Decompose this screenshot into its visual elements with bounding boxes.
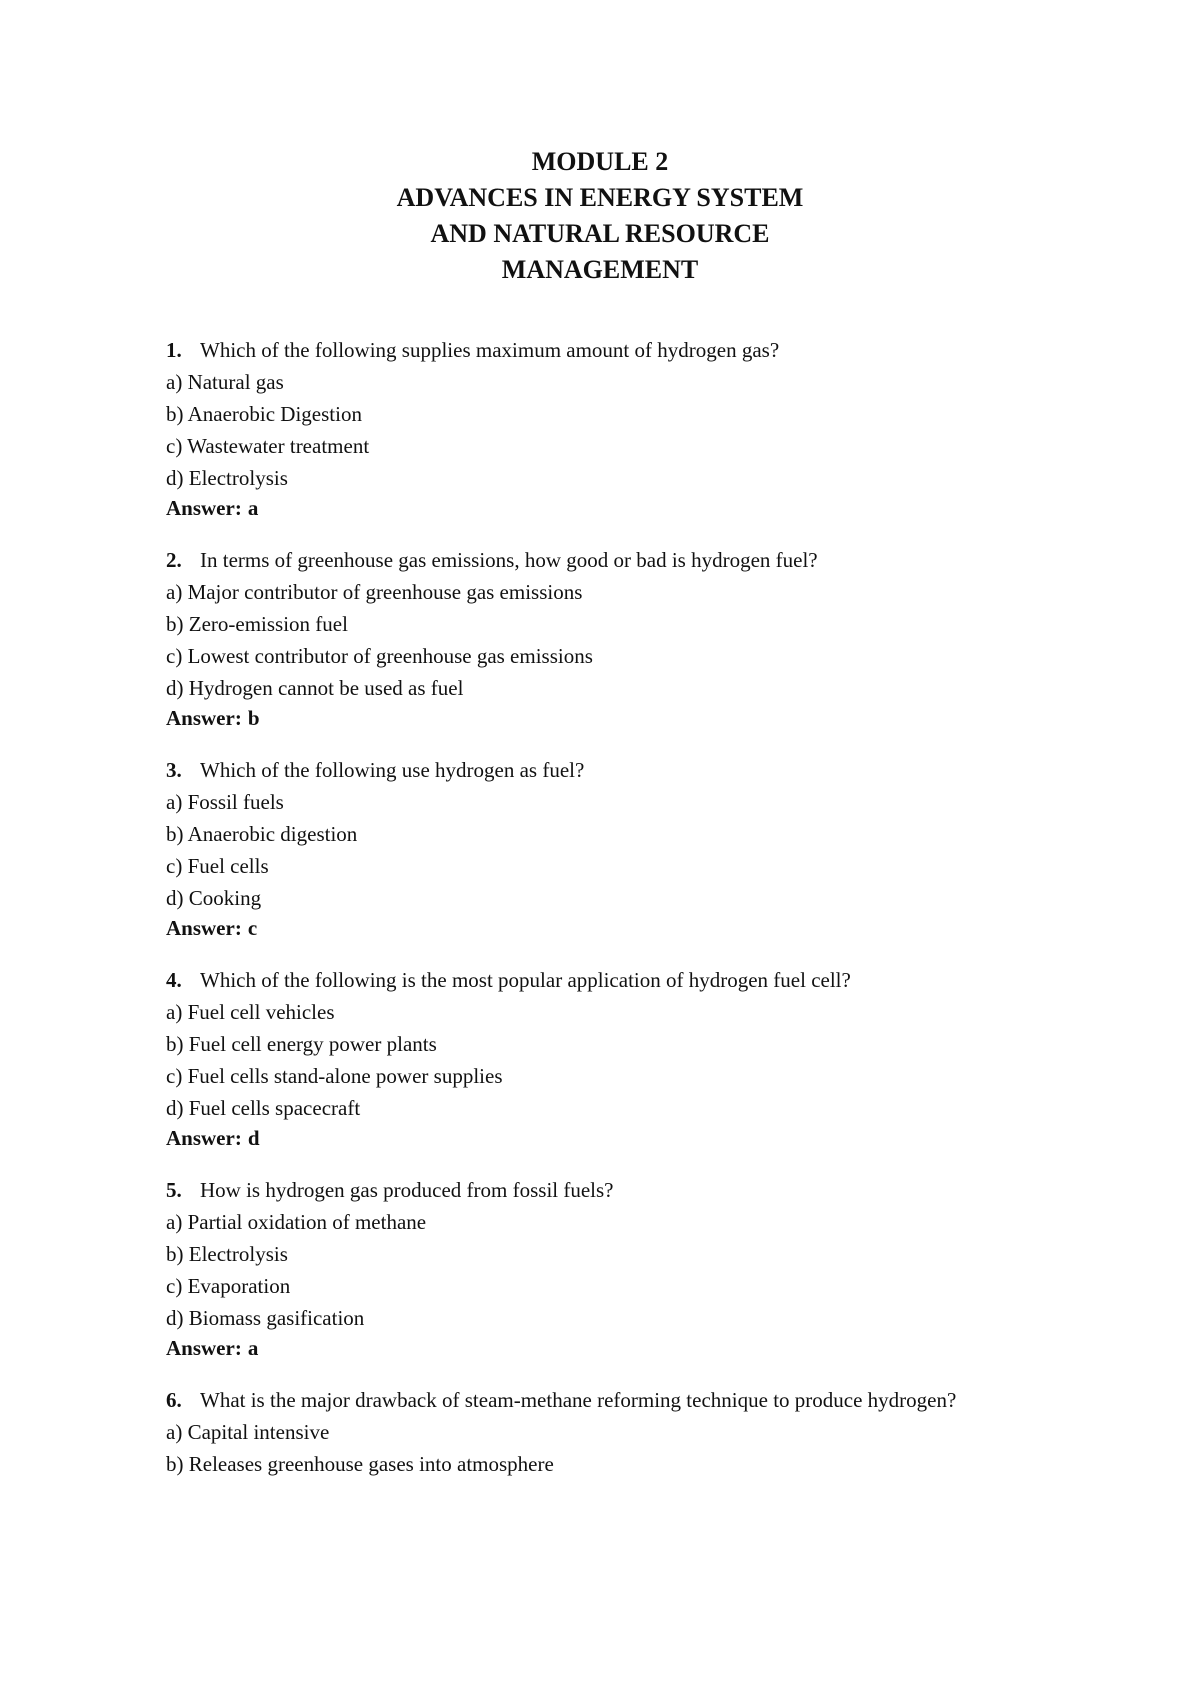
answer-label: Answer: <box>166 706 242 730</box>
option-b: b) Anaerobic digestion <box>166 822 358 846</box>
title-line-4: MANAGEMENT <box>501 255 699 284</box>
option-c: c) Fuel cells stand-alone power supplies <box>166 1064 503 1088</box>
question-item <box>166 546 1006 732</box>
answer-label: Answer: <box>166 496 242 520</box>
question-number: 5. <box>166 1178 182 1202</box>
question-text-row <box>166 546 1006 574</box>
answer-line <box>166 1334 1006 1362</box>
page-title <box>0 144 1200 288</box>
question-item <box>166 756 1006 942</box>
question-text: How is hydrogen gas produced from fossil fuels? <box>200 1178 614 1202</box>
question-item <box>166 336 1006 522</box>
option-c: c) Wastewater treatment <box>166 434 370 458</box>
question-item <box>166 1386 1006 1480</box>
option-c: c) Evaporation <box>166 1274 291 1298</box>
title-line-3: AND NATURAL RESOURCE <box>430 219 770 248</box>
question-number: 4. <box>166 968 182 992</box>
question-text-row <box>166 1176 1006 1204</box>
question-text-row <box>166 756 1006 784</box>
question-number: 3. <box>166 758 182 782</box>
option-b: b) Fuel cell energy power plants <box>166 1032 437 1056</box>
answer-line <box>166 494 1006 522</box>
answer-value: a <box>247 1336 259 1360</box>
question-list <box>166 336 1006 1504</box>
question-text: Which of the following is the most popular application of hydrogen fuel cell? <box>200 968 851 992</box>
question-text: Which of the following use hydrogen as fuel? <box>200 758 585 782</box>
answer-label: Answer: <box>166 1336 242 1360</box>
option-d: d) Fuel cells spacecraft <box>166 1096 361 1120</box>
option-a: a) Fossil fuels <box>166 790 284 814</box>
option-d: d) Cooking <box>166 886 262 910</box>
option-a: a) Major contributor of greenhouse gas emissions <box>166 580 583 604</box>
answer-line <box>166 914 1006 942</box>
question-number: 1. <box>166 338 182 362</box>
option-b: b) Zero-emission fuel <box>166 612 348 636</box>
question-text-row <box>166 336 1006 364</box>
question-text-row <box>166 966 1006 994</box>
question-text: Which of the following supplies maximum amount of hydrogen gas? <box>200 338 780 362</box>
answer-value: a <box>247 496 259 520</box>
option-a: a) Natural gas <box>166 370 284 394</box>
question-number: 2. <box>166 548 182 572</box>
question-number: 6. <box>166 1388 182 1412</box>
question-item <box>166 966 1006 1152</box>
question-text: In terms of greenhouse gas emissions, how good or bad is hydrogen fuel? <box>200 548 818 572</box>
option-d: d) Hydrogen cannot be used as fuel <box>166 676 464 700</box>
option-d: d) Electrolysis <box>166 466 288 490</box>
answer-label: Answer: <box>166 916 242 940</box>
option-c: c) Lowest contributor of greenhouse gas emissions <box>166 644 593 668</box>
question-text-row <box>166 1386 1006 1414</box>
answer-label: Answer: <box>166 1126 242 1150</box>
question-item <box>166 1176 1006 1362</box>
option-a: a) Partial oxidation of methane <box>166 1210 427 1234</box>
option-d: d) Biomass gasification <box>166 1306 365 1330</box>
question-text: What is the major drawback of steam-methane reforming technique to produce hydrogen? <box>200 1388 957 1412</box>
answer-line <box>166 1124 1006 1152</box>
title-line-2: ADVANCES IN ENERGY SYSTEM <box>396 183 804 212</box>
option-a: a) Fuel cell vehicles <box>166 1000 335 1024</box>
option-b: b) Anaerobic Digestion <box>166 402 362 426</box>
answer-value: b <box>247 706 260 730</box>
answer-value: c <box>247 916 258 940</box>
answer-value: d <box>247 1126 260 1150</box>
option-a: a) Capital intensive <box>166 1420 330 1444</box>
option-c: c) Fuel cells <box>166 854 269 878</box>
option-b: b) Releases greenhouse gases into atmosphere <box>166 1452 554 1476</box>
answer-line <box>166 704 1006 732</box>
option-b: b) Electrolysis <box>166 1242 288 1266</box>
title-module: MODULE 2 <box>531 147 669 176</box>
